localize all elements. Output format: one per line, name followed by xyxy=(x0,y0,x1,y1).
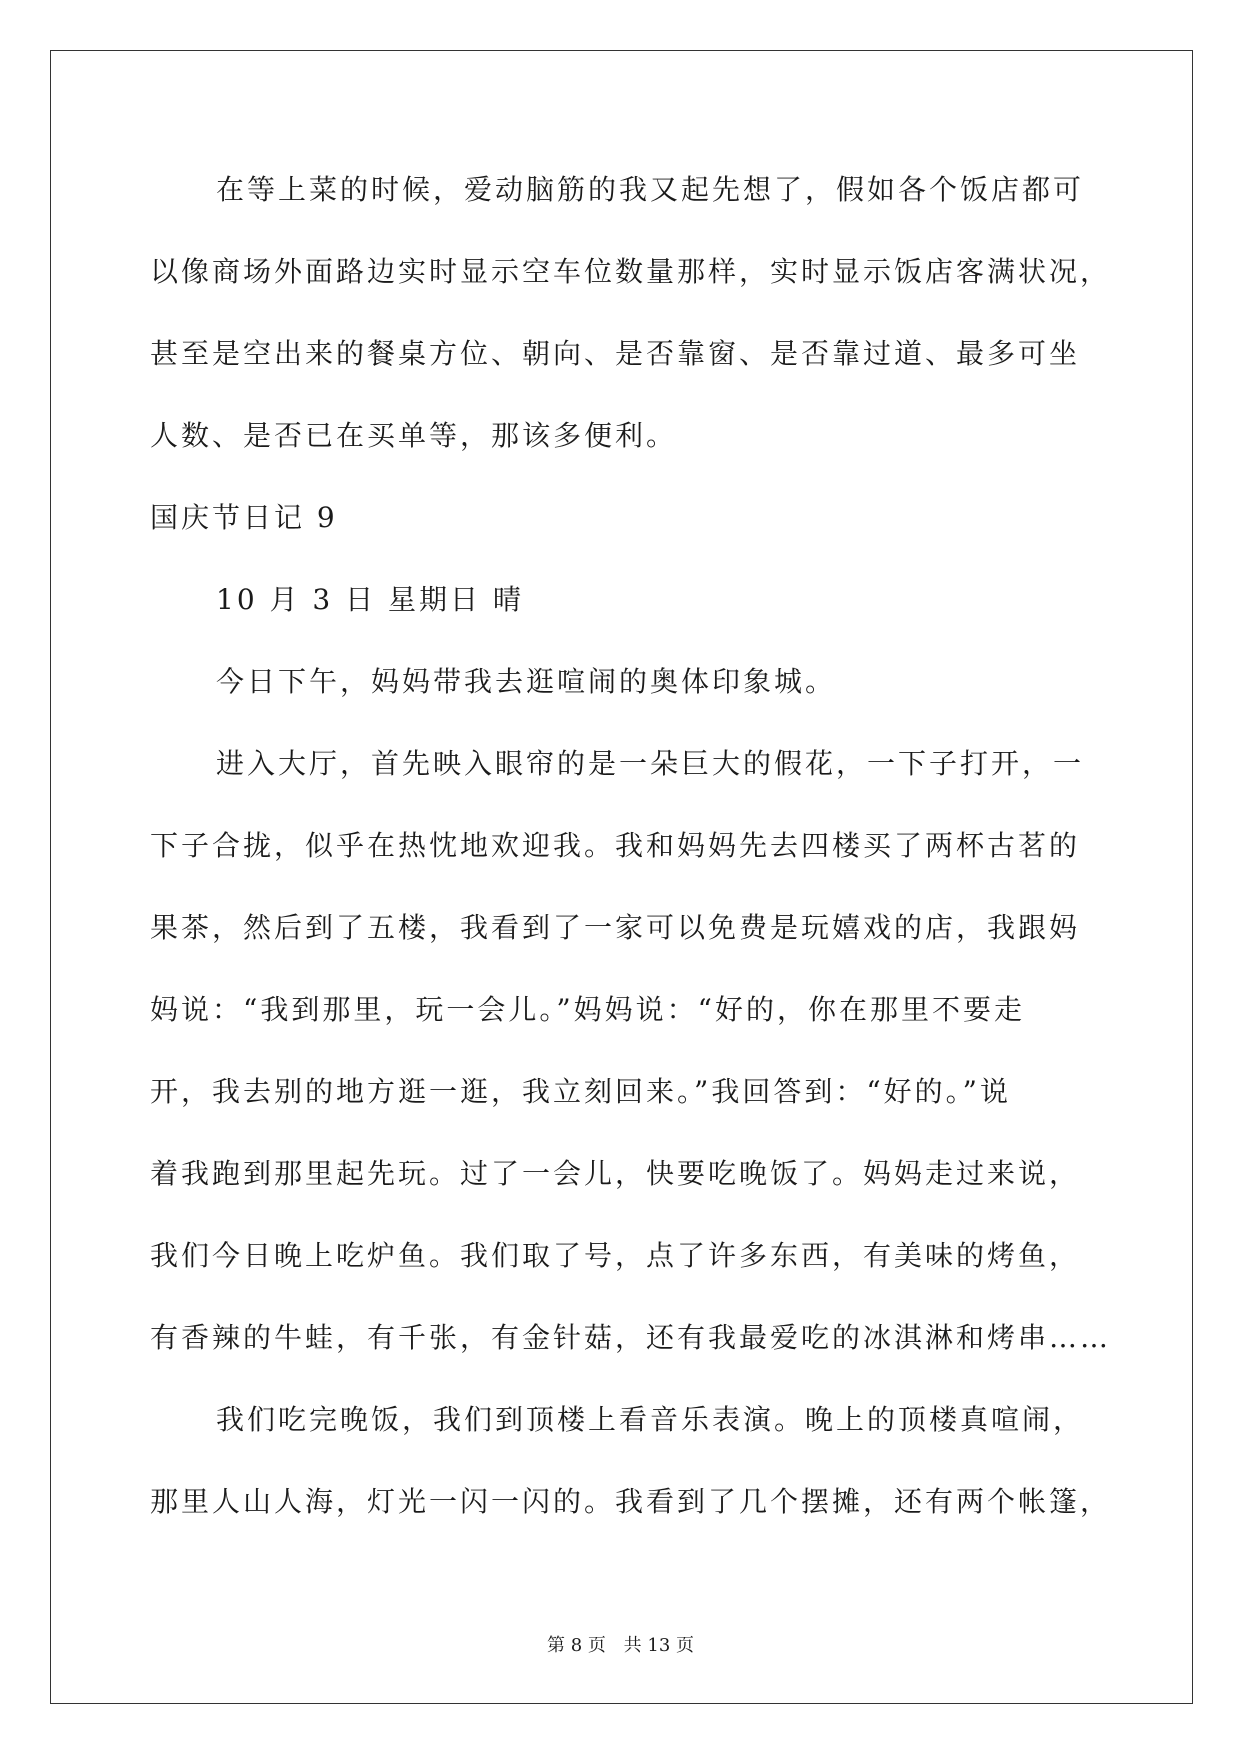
paragraph-3-line-6: 着我跑到那里起先玩。过了一会儿，快要吃晚饭了。妈妈走过来说， xyxy=(150,1157,1081,1190)
paragraph-3-line-1: 进入大厅，首先映入眼帘的是一朵巨大的假花，一下子打开，一 xyxy=(216,747,1085,780)
paragraph-1-line-1: 在等上菜的时候，爱动脑筋的我又起先想了，假如各个饭店都可 xyxy=(216,173,1085,206)
section-title: 国庆节日记 9 xyxy=(150,501,338,534)
page-number: 第 8 页 xyxy=(547,1635,606,1656)
date-line: 10 月 3 日 星期日 晴 xyxy=(216,583,524,616)
paragraph-3-line-5: 开，我去别的地方逛一逛，我立刻回来。”我回答到：“好的。”说 xyxy=(150,1075,1011,1108)
paragraph-3-line-2: 下子合拢，似乎在热忱地欢迎我。我和妈妈先去四楼买了两杯古茗的 xyxy=(150,829,1081,862)
page-border xyxy=(50,50,1193,1704)
page-footer xyxy=(0,1634,1241,1658)
paragraph-3-line-7: 我们今日晚上吃炉鱼。我们取了号，点了许多东西，有美味的烤鱼， xyxy=(150,1239,1081,1272)
paragraph-2-line-1: 今日下午，妈妈带我去逛喧闹的奥体印象城。 xyxy=(216,665,837,698)
paragraph-1-line-2: 以像商场外面路边实时显示空车位数量那样，实时显示饭店客满状况， xyxy=(150,255,1112,288)
paragraph-4-line-2: 那里人山人海，灯光一闪一闪的。我看到了几个摆摊，还有两个帐篷， xyxy=(150,1485,1112,1518)
paragraph-3-line-3: 果茶，然后到了五楼，我看到了一家可以免费是玩嬉戏的店，我跟妈 xyxy=(150,911,1081,944)
paragraph-3-line-4: 妈说：“我到那里，玩一会儿。”妈妈说：“好的，你在那里不要走 xyxy=(150,993,1025,1026)
paragraph-3-line-8: 有香辣的牛蛙，有千张，有金针菇，还有我最爱吃的冰淇淋和烤串…… xyxy=(150,1321,1112,1354)
page-total: 共 13 页 xyxy=(623,1635,694,1656)
paragraph-1-line-4: 人数、是否已在买单等，那该多便利。 xyxy=(150,419,678,452)
paragraph-1-line-3: 甚至是空出来的餐桌方位、朝向、是否靠窗、是否靠过道、最多可坐 xyxy=(150,337,1081,370)
paragraph-4-line-1: 我们吃完晚饭，我们到顶楼上看音乐表演。晚上的顶楼真喧闹， xyxy=(216,1403,1085,1436)
